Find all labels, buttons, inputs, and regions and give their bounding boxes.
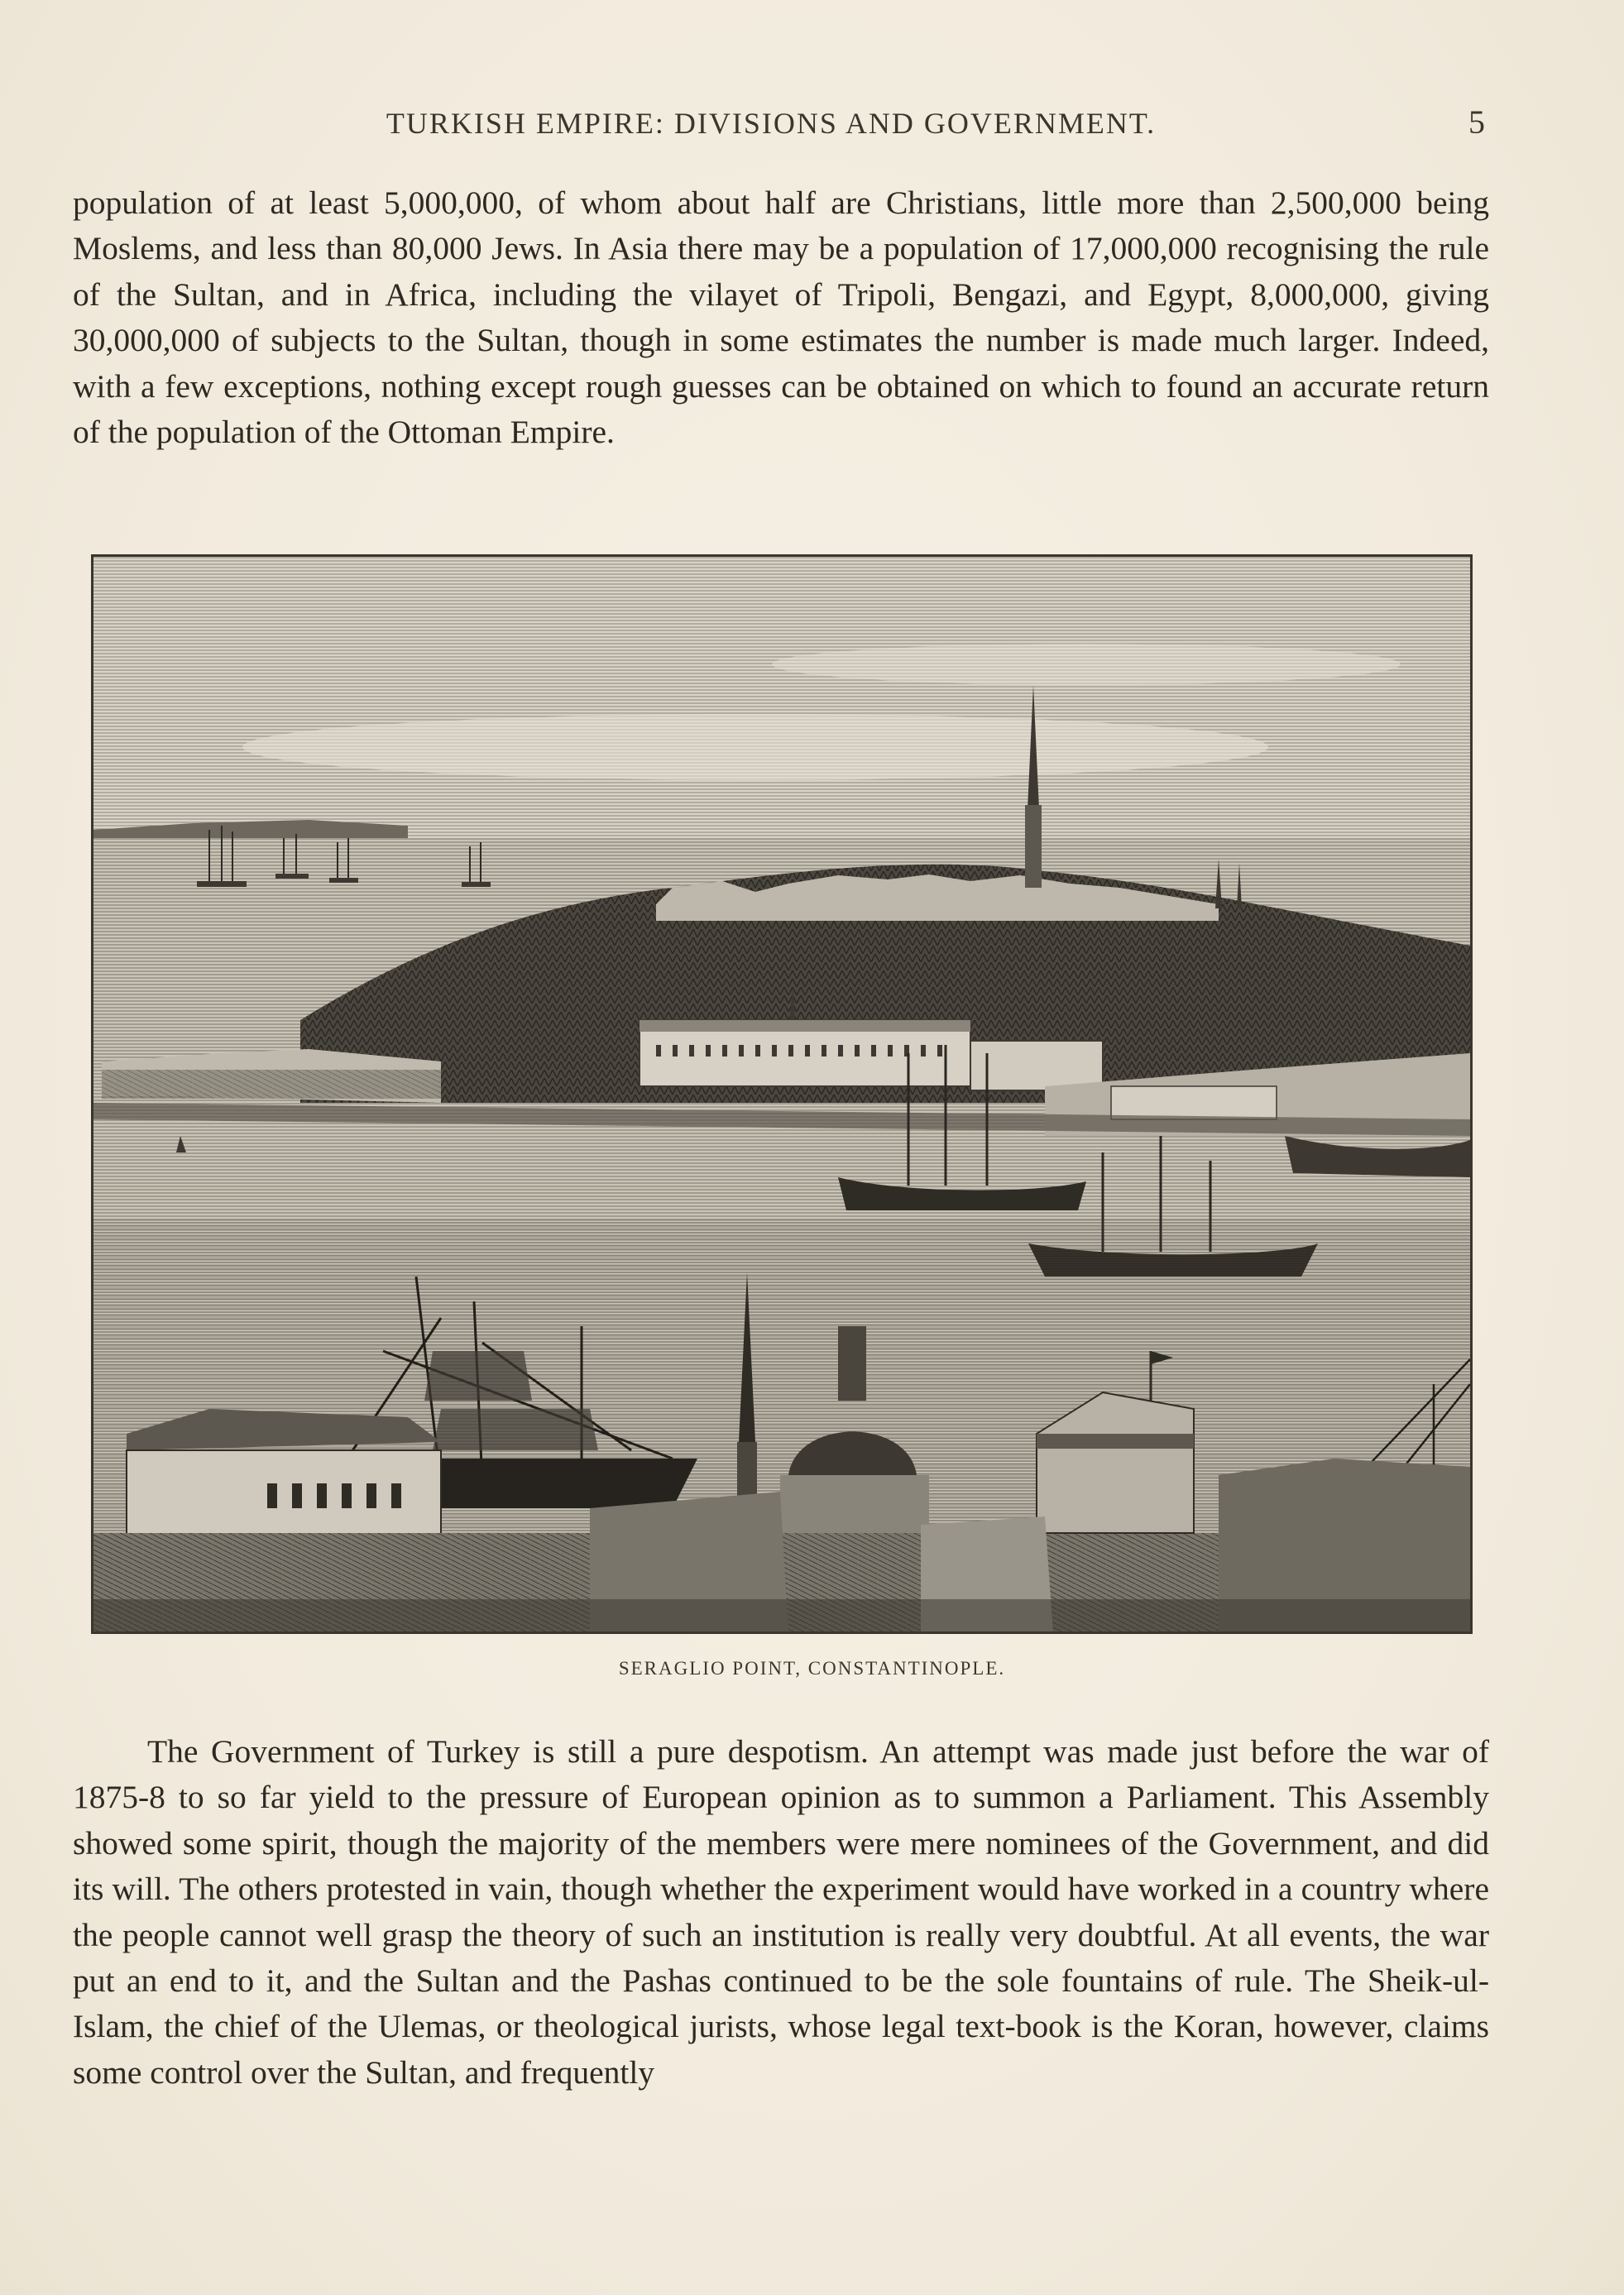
page-number: 5 xyxy=(1468,103,1485,141)
running-head-title: TURKISH EMPIRE: DIVISIONS AND GOVERNMENT. xyxy=(386,107,1157,140)
paragraph-population: population of at least 5,000,000, of whom about half are Christians, little more than 2,500,000 being Moslems, and less than 80,000 Jews. In Asia there may be a population of 17,000,000 recognising the rule of the Sultan, and in Africa, including the vilayet of Tripoli, Bengazi, and Egypt, 8,000,000, giving 30,000,000 of subjects to the Sultan, though in some estimates the number is made much larger. Indeed, with a few exceptions, nothing except rough guesses can be obtained on which to found an accurate return of the population of the Ottoman Empire. xyxy=(73,184,1489,451)
paragraph-government: The Government of Turkey is still a pure despotism. An attempt was made just before the war of 1875-8 to so far yield to the pressure of European opinion as to summon a Parliament. This Assembly showed some spirit, though the majority of the members were mere nominees of the Government, and did its will. The others protested in vain, though whether the experiment would have worked in a country where the people cannot well grasp the theory of such an institution is really very doubtful. At all events, the war put an end to it, and the Sultan and the Pashas continued to be the sole fountains of rule. The Sheik-ul-Islam, the chief of the Ulemas, or theological jurists, whose legal text-book is the Koran, however, claims some control over the Sultan, and frequently xyxy=(73,1733,1489,2091)
figure-caption: SERAGLIO POINT, CONSTANTINOPLE. xyxy=(618,1658,1006,1679)
engraving-illustration xyxy=(91,554,1473,1634)
engraving-artwork xyxy=(93,557,1470,1631)
